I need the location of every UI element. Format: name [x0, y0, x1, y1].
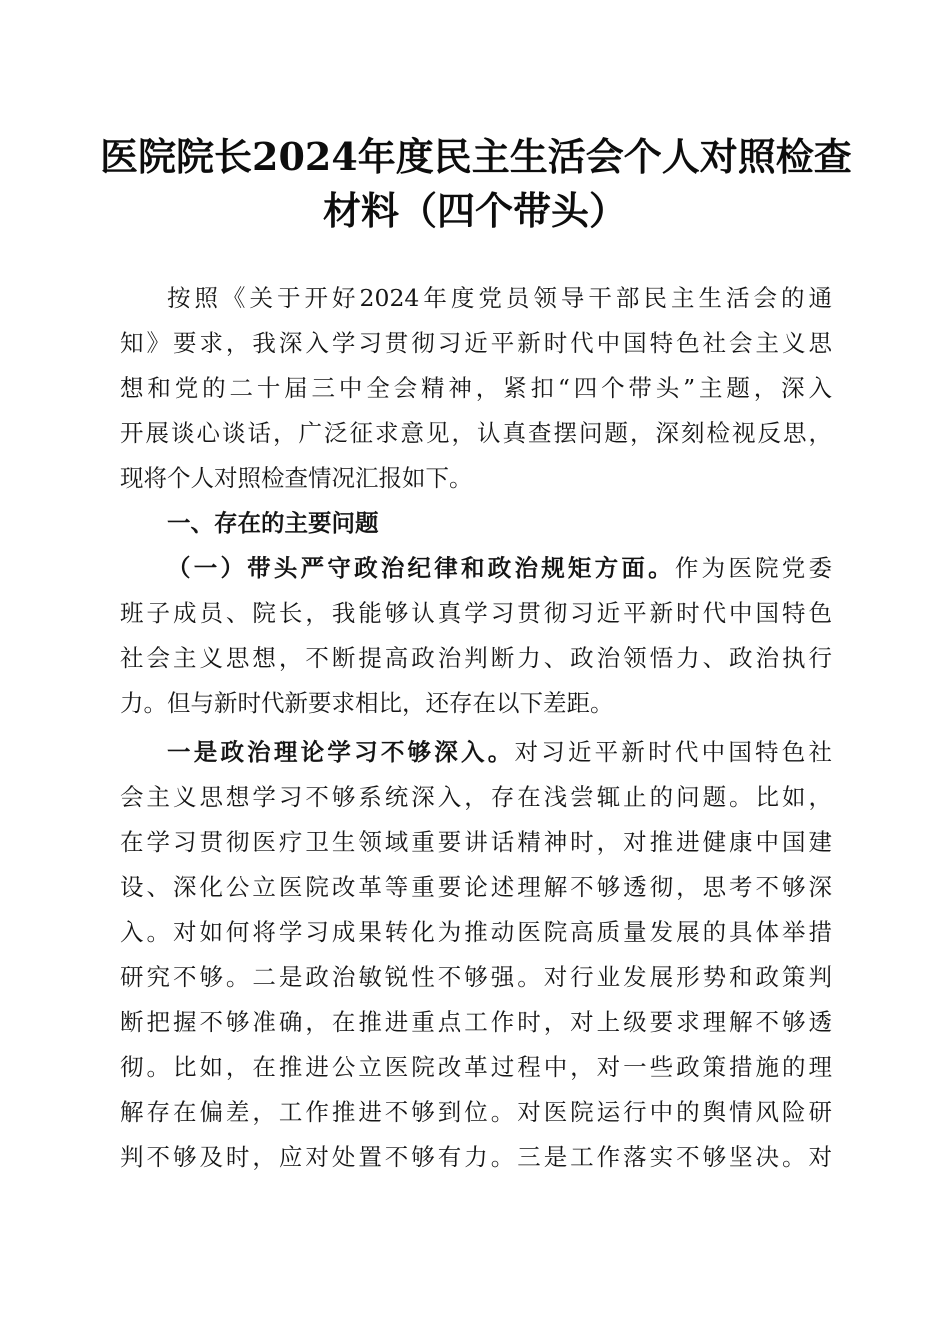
- intro-line-3: 想和党的二十届三中全会精神，紧扣“四个带头”主题，深入: [120, 374, 832, 402]
- subsection-line-1-rest: 作为医院党委: [674, 554, 833, 582]
- point-line-1: [120, 730, 832, 775]
- intro-line-2: 知》要求，我深入学习贯彻习近平新时代中国特色社会主义思: [120, 329, 832, 357]
- intro-line-4: 开展谈心谈话，广泛征求意见，认真查摆问题，深刻检视反思，: [120, 419, 832, 447]
- point-paragraph: [120, 730, 832, 1180]
- subsection-line-2: 班子成员、院长，我能够认真学习贯彻习近平新时代中国特色: [120, 599, 832, 627]
- document-body: [120, 276, 832, 1180]
- intro-line-5: 现将个人对照检查情况汇报如下。: [120, 464, 473, 492]
- point-line-9: 解存在偏差，工作推进不够到位。对医院运行中的舆情风险研: [120, 1098, 832, 1126]
- point-lead: 一是政治理论学习不够深入。: [167, 738, 515, 766]
- title-line-2: 材料（四个带头）: [322, 188, 627, 233]
- point-line-1-rest: 对习近平新时代中国特色社: [514, 738, 833, 766]
- point-line-7: 断把握不够准确，在推进重点工作时，对上级要求理解不够透: [120, 1008, 832, 1036]
- section-heading: 一、存在的主要问题: [167, 509, 379, 537]
- subsection-lead: （一）带头严守政治纪律和政治规矩方面。: [167, 554, 675, 582]
- point-line-8: 彻。比如，在推进公立医院改革过程中，对一些政策措施的理: [120, 1053, 832, 1081]
- intro-line-1: 按照《关于开好2024年度党员领导干部民主生活会的通: [167, 284, 832, 312]
- document-title: [100, 130, 850, 238]
- point-line-2: 会主义思想学习不够系统深入，存在浅尝辄止的问题。比如，: [120, 783, 832, 811]
- point-line-10: 判不够及时，应对处置不够有力。三是工作落实不够坚决。对: [120, 1143, 832, 1171]
- subsection-paragraph: [120, 546, 832, 726]
- title-line-1: 医院院长2024年度民主生活会个人对照检查: [100, 134, 852, 179]
- point-line-5: 入。对如何将学习成果转化为推动医院高质量发展的具体举措: [120, 918, 832, 946]
- subsection-line-4: 力。但与新时代新要求相比，还存在以下差距。: [120, 689, 614, 717]
- subsection-line-1: [120, 546, 832, 591]
- subsection-line-3: 社会主义思想，不断提高政治判断力、政治领悟力、政治执行: [120, 644, 832, 672]
- point-line-6: 研究不够。二是政治敏锐性不够强。对行业发展形势和政策判: [120, 963, 832, 991]
- point-line-4: 设、深化公立医院改革等重要论述理解不够透彻，思考不够深: [120, 873, 832, 901]
- point-line-3: 在学习贯彻医疗卫生领域重要讲话精神时，对推进健康中国建: [120, 828, 832, 856]
- intro-paragraph: [120, 276, 832, 501]
